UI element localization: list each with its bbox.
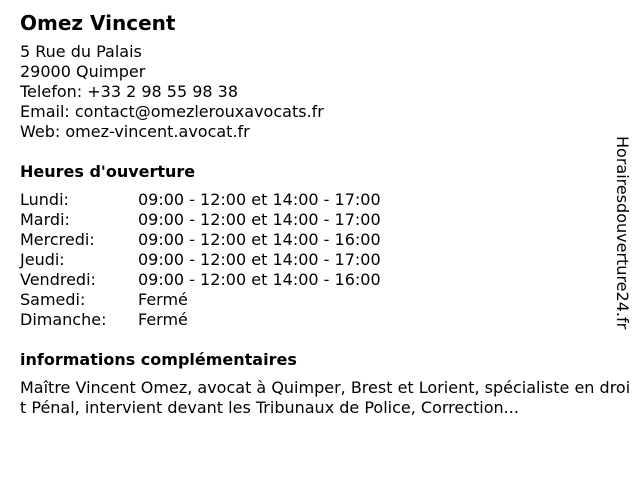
additional-info-title: informations complémentaires: [20, 350, 297, 369]
hours-row-wednesday: [20, 230, 620, 250]
hours-row-monday: [20, 190, 620, 210]
additional-info-text: Maître Vincent Omez, avocat à Quimper, Brest et Lorient, spécialiste en droit Pénal, intervient devant les Tribunaux de Police, Correction...: [20, 378, 631, 417]
site-watermark: Horairesdouverture24.fr: [613, 136, 632, 330]
day-label: Jeudi:: [20, 250, 65, 269]
business-name: Omez Vincent: [20, 11, 176, 35]
day-label: Mercredi:: [20, 230, 95, 249]
hours-row-friday: [20, 270, 620, 290]
hours-value: Fermé: [138, 290, 188, 309]
day-label: Lundi:: [20, 190, 69, 209]
hours-row-tuesday: [20, 210, 620, 230]
hours-value: 09:00 - 12:00 et 14:00 - 16:00: [138, 270, 381, 289]
day-label: Mardi:: [20, 210, 70, 229]
day-label: Vendredi:: [20, 270, 96, 289]
address-street: 5 Rue du Palais: [20, 42, 142, 61]
hours-value: 09:00 - 12:00 et 14:00 - 17:00: [138, 210, 381, 229]
address-city: 29000 Quimper: [20, 62, 146, 81]
hours-row-saturday: [20, 290, 620, 310]
opening-hours-title: Heures d'ouverture: [20, 162, 196, 181]
hours-value: Fermé: [138, 310, 188, 329]
email-address: Email: contact@omezlerouxavocats.fr: [20, 102, 324, 121]
hours-value: 09:00 - 12:00 et 14:00 - 17:00: [138, 190, 381, 209]
day-label: Samedi:: [20, 290, 86, 309]
phone-number: Telefon: +33 2 98 55 98 38: [20, 82, 239, 101]
hours-row-sunday: [20, 310, 620, 330]
website: Web: omez-vincent.avocat.fr: [20, 122, 250, 141]
hours-value: 09:00 - 12:00 et 14:00 - 17:00: [138, 250, 381, 269]
hours-row-thursday: [20, 250, 620, 270]
hours-value: 09:00 - 12:00 et 14:00 - 16:00: [138, 230, 381, 249]
day-label: Dimanche:: [20, 310, 107, 329]
